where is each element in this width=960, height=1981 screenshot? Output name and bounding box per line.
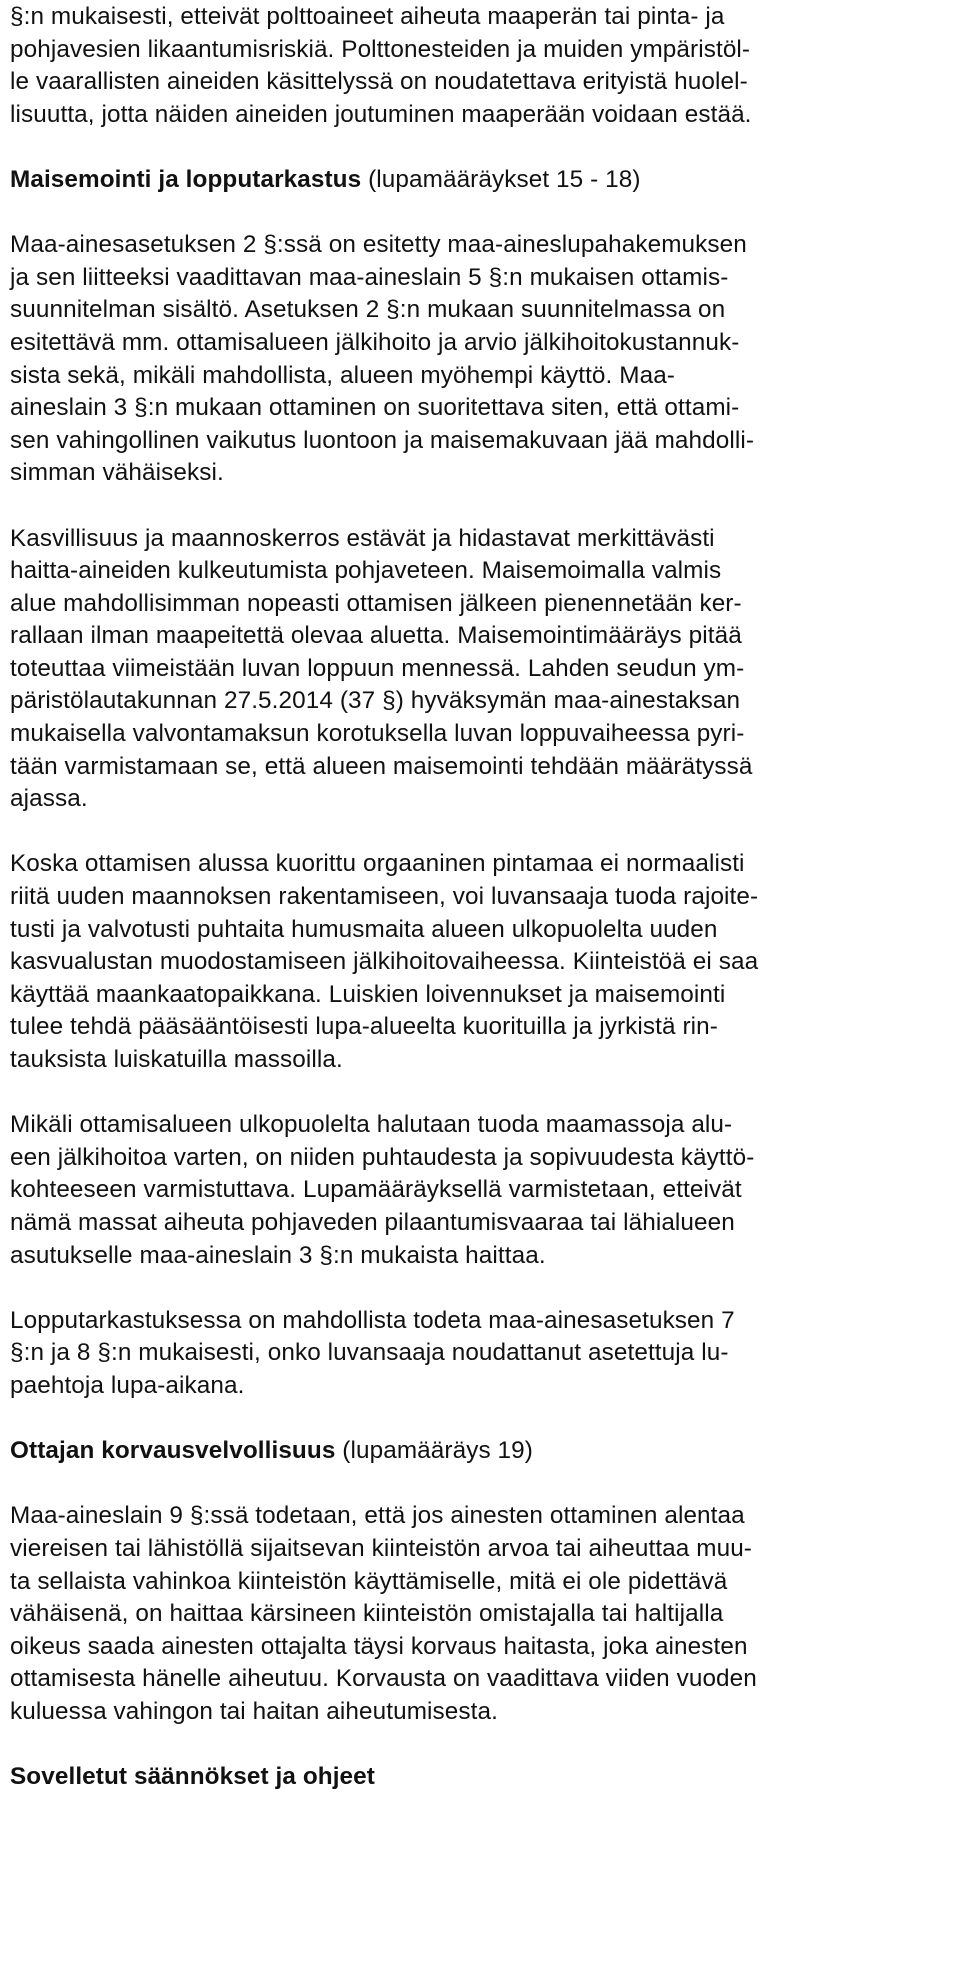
text-line: riitä uuden maannoksen rakentamiseen, voi luvansaaja tuoda rajoite-	[10, 883, 759, 911]
document-page	[0, 1, 960, 1981]
text-line: ottamisesta hänelle aiheutuu. Korvausta on vaadittava viiden vuoden	[10, 1665, 757, 1693]
text-line: vähäisenä, on haittaa kärsineen kiinteistön omistajalla tai haltijalla	[10, 1600, 724, 1628]
paragraph-gap	[10, 816, 946, 849]
text-line: sen vahingollinen vaikutus luontoon ja maisemakuvaan jää mahdolli-	[10, 426, 755, 454]
text-line: le vaarallisten aineiden käsittelyssä on noudatettava erityistä huolel-	[10, 68, 748, 96]
section-title: Maisemointi ja lopputarkastus	[10, 165, 362, 193]
paragraph-gap	[10, 197, 946, 230]
text-line: aineslain 3 §:n mukaan ottaminen on suoritettava siten, että ottami-	[10, 394, 740, 422]
text-line: paehtoja lupa-aikana.	[10, 1371, 245, 1399]
text-line: kohteeseen varmistuttava. Lupamääräyksellä varmistetaan, etteivät	[10, 1176, 742, 1204]
paragraph-gap	[10, 1403, 946, 1436]
text-line: rallaan ilman maapeitettä olevaa aluetta. Maisemointimääräys pitää	[10, 622, 742, 650]
text-line: ajassa.	[10, 785, 88, 813]
text-line: nämä massat aiheuta pohjaveden pilaantumisvaaraa tai lähialueen	[10, 1208, 735, 1236]
body-paragraph	[10, 1305, 946, 1403]
body-paragraph	[10, 229, 946, 490]
text-line: Koska ottamisen alussa kuorittu orgaaninen pintamaa ei normaalisti	[10, 850, 745, 878]
text-line: viereisen tai lähistöllä sijaitsevan kiinteistön arvoa tai aiheuttaa muu-	[10, 1534, 752, 1562]
section-heading-korvaus	[10, 1435, 946, 1468]
text-line: sista sekä, mikäli mahdollista, alueen myöhempi käyttö. Maa-	[10, 361, 675, 389]
text-line: pohjavesien likaantumisriskiä. Polttonesteiden ja muiden ympäristöl-	[10, 35, 751, 63]
body-paragraph	[10, 523, 946, 816]
text-line: oikeus saada ainesten ottajalta täysi korvaus haitasta, joka ainesten	[10, 1632, 748, 1660]
text-line: käyttää maankaatopaikkana. Luiskien loivennukset ja maisemointi	[10, 980, 726, 1008]
text-line: Kasvillisuus ja maannoskerros estävät ja hidastavat merkittävästi	[10, 524, 715, 552]
text-line: kasvualustan muodostamiseen jälkihoitovaiheessa. Kiinteistöä ei saa	[10, 948, 759, 976]
text-line: haitta-aineiden kulkeutumista pohjaveteen. Maisemoimalla valmis	[10, 557, 722, 585]
text-line: §:n ja 8 §:n mukaisesti, onko luvansaaja noudattanut asetettuja lu-	[10, 1339, 729, 1367]
text-line: esitettävä mm. ottamisalueen jälkihoito ja arvio jälkihoitokustannuk-	[10, 328, 740, 356]
section-reference: (lupamääräykset 15 - 18)	[368, 165, 641, 193]
text-line: een jälkihoitoa varten, on niiden puhtaudesta ja sopivuudesta käyttö-	[10, 1143, 755, 1171]
text-line: tään varmistamaan se, että alueen maisemointi tehdään määrätyssä	[10, 752, 753, 780]
paragraph-gap	[10, 1272, 946, 1305]
section-heading-maisemointi	[10, 164, 946, 197]
text-line: Lopputarkastuksessa on mahdollista todeta maa-ainesasetuksen 7	[10, 1306, 735, 1334]
text-line: tulee tehdä pääsääntöisesti lupa-alueelta kuorituilla ja jyrkistä rin-	[10, 1013, 718, 1041]
text-line: Mikäli ottamisalueen ulkopuolelta halutaan tuoda maamassoja alu-	[10, 1111, 733, 1139]
paragraph-gap	[10, 1077, 946, 1110]
body-paragraph	[10, 1109, 946, 1272]
text-line: tauksista luiskatuilla massoilla.	[10, 1046, 343, 1073]
text-line: asutukselle maa-aineslain 3 §:n mukaista haittaa.	[10, 1241, 546, 1269]
text-line: tusti ja valvotusti puhtaita humusmaita alueen ulkopuolelta uuden	[10, 915, 718, 943]
text-line: Maa-aineslain 9 §:ssä todetaan, että jos ainesten ottaminen alentaa	[10, 1502, 745, 1530]
body-paragraph	[10, 848, 946, 1076]
section-reference: (lupamääräys 19)	[342, 1437, 533, 1465]
section-title: Sovelletut säännökset ja ohjeet	[10, 1763, 375, 1791]
text-line: mukaisella valvontamaksun korotuksella luvan loppuvaiheessa pyri-	[10, 720, 745, 748]
text-line: simman vähäiseksi.	[10, 459, 224, 487]
text-line: §:n mukaisesti, etteivät polttoaineet aiheuta maaperän tai pinta- ja	[10, 3, 725, 30]
text-line: suunnitelman sisältö. Asetuksen 2 §:n mukaan suunnitelmassa on	[10, 296, 726, 324]
section-heading-sovelletut	[10, 1761, 946, 1794]
paragraph-gap	[10, 490, 946, 523]
text-line: ta sellaista vahinkoa kiinteistön käyttämiselle, mitä ei ole pidettävä	[10, 1567, 728, 1595]
paragraph-gap	[10, 1468, 946, 1501]
section-title: Ottajan korvausvelvollisuus	[10, 1437, 336, 1465]
paragraph-gap	[10, 1728, 946, 1761]
body-paragraph	[10, 1500, 946, 1728]
text-line: lisuutta, jotta näiden aineiden joutuminen maaperään voidaan estää.	[10, 100, 752, 128]
text-line: toteuttaa viimeistään luvan loppuun mennessä. Lahden seudun ym-	[10, 654, 745, 682]
text-line: Maa-ainesasetuksen 2 §:ssä on esitetty maa-aineslupahakemuksen	[10, 231, 747, 259]
text-line: kuluessa vahingon tai haitan aiheutumisesta.	[10, 1697, 498, 1725]
paragraph-gap	[10, 131, 946, 164]
text-line: ja sen liitteeksi vaadittavan maa-aineslain 5 §:n mukaisen ottamis-	[10, 263, 729, 291]
intro-paragraph	[10, 1, 946, 131]
text-line: päristölautakunnan 27.5.2014 (37 §) hyväksymän maa-ainestaksan	[10, 687, 741, 715]
text-line: alue mahdollisimman nopeasti ottamisen jälkeen pienennetään ker-	[10, 589, 742, 617]
